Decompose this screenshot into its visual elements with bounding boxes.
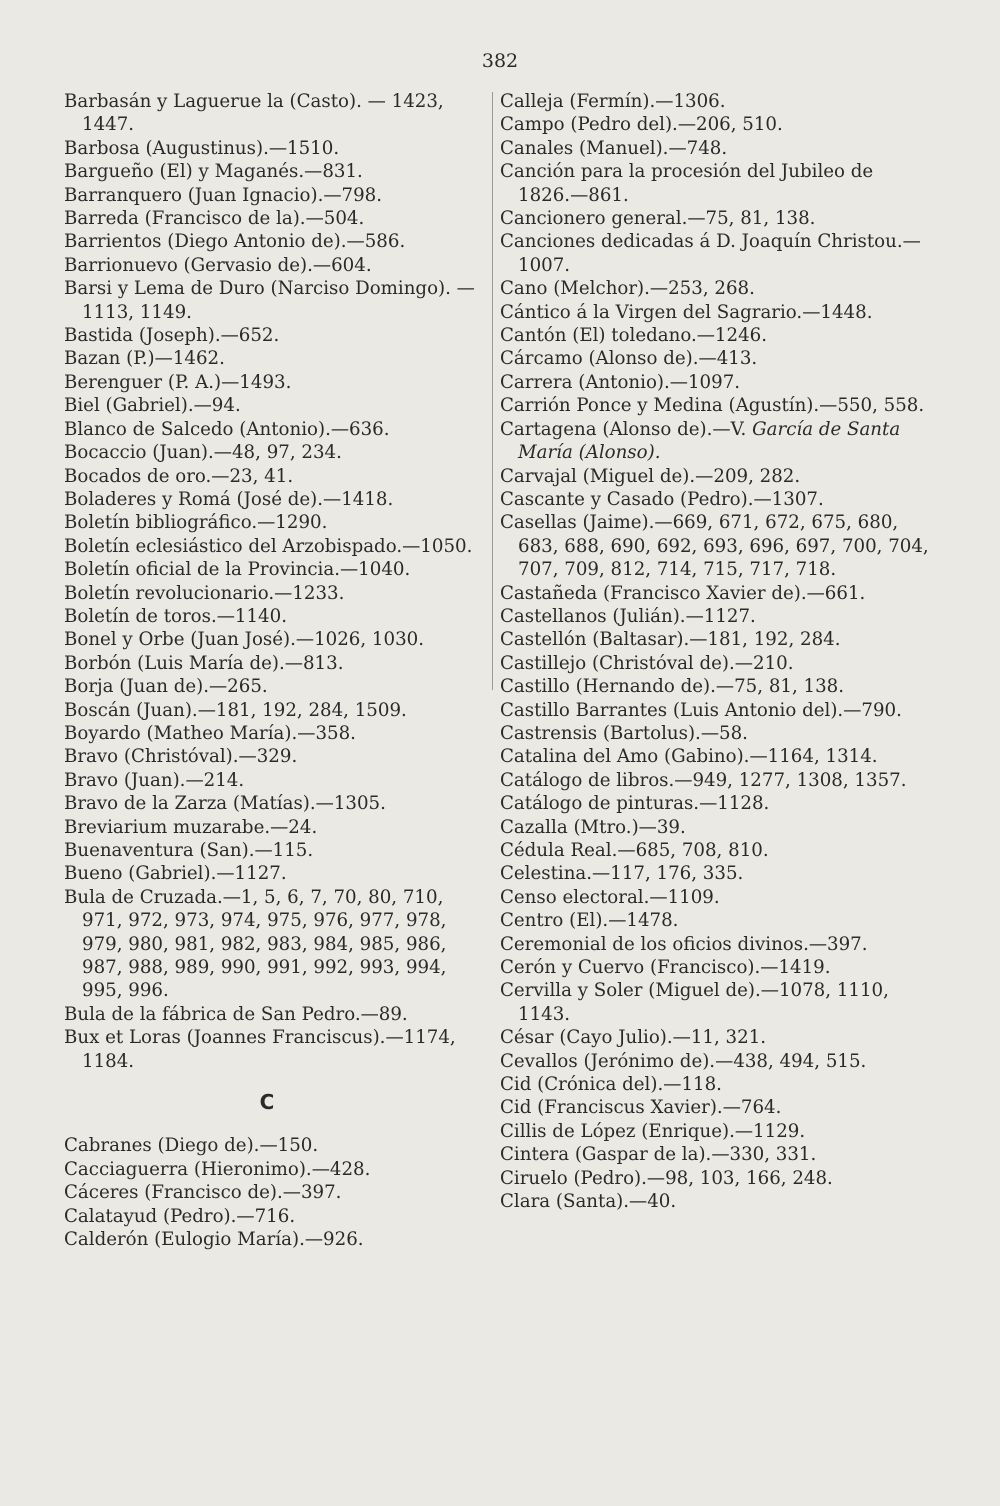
- index-entry: Cárcamo (Alonso de).—413.: [500, 348, 758, 370]
- entries-group-2: [500, 465, 930, 1214]
- index-entry: Calleja (Fermín).—1306.: [500, 91, 726, 112]
- index-entry: Castellanos (Julián).—1127.: [500, 605, 756, 627]
- index-entry: Barbasán y Laguerue la (Casto). — 1423, 1447.: [64, 91, 444, 136]
- index-entry-cartagena: [500, 418, 930, 465]
- index-entry: Borbón (Luis María de).—813.: [64, 652, 344, 674]
- index-entry: Castañeda (Francisco Xavier de).—661.: [500, 582, 866, 604]
- index-entry: César (Cayo Julio).—11, 321.: [500, 1027, 767, 1049]
- index-entry: Berenguer (P. A.)—1493.: [64, 371, 292, 393]
- index-entry: Bonel y Orbe (Juan José).—1026, 1030.: [64, 629, 424, 651]
- index-entry: Bocaccio (Juan).—48, 97, 234.: [64, 442, 342, 464]
- index-entry: Centro (El).—1478.: [500, 910, 679, 932]
- index-entry: Carrión Ponce y Medina (Agustín).—550, 558.: [500, 395, 925, 417]
- index-entry: Blanco de Salcedo (Antonio).—636.: [64, 418, 390, 440]
- index-entry: Carvajal (Miguel de).—209, 282.: [500, 465, 801, 487]
- index-entry: Catálogo de pinturas.—1128.: [500, 793, 770, 815]
- entries-letter-b: [64, 90, 484, 1073]
- index-entry: Castellón (Baltasar).—181, 192, 284.: [500, 629, 841, 651]
- index-entry: Cillis de López (Enrique).—1129.: [500, 1120, 806, 1142]
- index-entry: Ciruelo (Pedro).—98, 103, 166, 248.: [500, 1167, 833, 1189]
- index-entry: Barbosa (Augustinus).—1510.: [64, 137, 340, 159]
- index-entry: Castillo Barrantes (Luis Antonio del).—790.: [500, 699, 902, 721]
- index-entry: Bux et Loras (Joannes Franciscus).—1174, 1184.: [64, 1027, 456, 1072]
- index-entry: Casellas (Jaime).—669, 671, 672, 675, 680, 683, 688, 690, 692, 693, 696, 697, 700, 704, 707, 709, 812, 714, 715, 717, 718.: [500, 512, 929, 581]
- index-entry: Cintera (Gaspar de la).—330, 331.: [500, 1144, 817, 1166]
- section-letter-heading: C: [259, 1090, 275, 1115]
- index-entry: Catalina del Amo (Gabino).—1164, 1314.: [500, 746, 878, 768]
- index-entry: Buenaventura (San).—115.: [64, 840, 314, 861]
- index-entry: Breviarium muzarabe.—24.: [64, 816, 318, 838]
- index-entry: Ceremonial de los oficios divinos.—397.: [500, 933, 868, 955]
- index-entry: Catálogo de libros.—949, 1277, 1308, 1357.: [500, 769, 907, 791]
- index-entry: Cid (Crónica del).—118.: [500, 1074, 722, 1096]
- index-entry: Castillejo (Christóval de).—210.: [500, 652, 794, 674]
- index-entry: Boletín bibliográfico.—1290.: [64, 512, 328, 534]
- cross-reference: García de Santa María (Alonso).: [518, 418, 901, 464]
- index-entry: Cacciaguerra (Hieronimo).—428.: [64, 1158, 371, 1180]
- index-entry: Censo electoral.—1109.: [500, 886, 720, 908]
- index-entry: Calderón (Eulogio María).—926.: [64, 1229, 364, 1251]
- index-entry: Boletín revolucionario.—1233.: [64, 582, 345, 604]
- page-number: 382: [481, 50, 519, 72]
- index-entry: Cancionero general.—75, 81, 138.: [500, 208, 816, 230]
- index-entry: Cevallos (Jerónimo de).—438, 494, 515.: [500, 1050, 867, 1072]
- index-entry: Barrientos (Diego Antonio de).—586.: [64, 231, 406, 253]
- index-entry: Carrera (Antonio).—1097.: [500, 371, 741, 393]
- index-entry: Boyardo (Matheo María).—358.: [64, 722, 356, 744]
- index-entry: Castrensis (Bartolus).—58.: [500, 722, 748, 744]
- index-entry: Bargueño (El) y Maganés.—831.: [64, 161, 363, 183]
- index-entry: Cántico á la Virgen del Sagrario.—1448.: [500, 301, 873, 323]
- index-column-right: [500, 90, 930, 1214]
- index-entry: Bueno (Gabriel).—1127.: [64, 863, 287, 885]
- index-entry: Cid (Franciscus Xavier).—764.: [500, 1097, 782, 1119]
- index-entry: Borja (Juan de).—265.: [64, 676, 268, 698]
- index-entry: Cascante y Casado (Pedro).—1307.: [500, 488, 824, 510]
- index-entry: Boletín eclesiástico del Arzobispado.—1050.: [64, 535, 473, 557]
- index-entry: Boletín oficial de la Provincia.—1040.: [64, 559, 411, 581]
- index-entry: Barrionuevo (Gervasio de).—604.: [64, 254, 372, 276]
- index-entry: Bravo (Christóval).—329.: [64, 746, 298, 768]
- index-entry: Cazalla (Mtro.)—39.: [500, 816, 686, 838]
- entries-group-1: [500, 90, 930, 418]
- index-entry: Cantón (El) toledano.—1246.: [500, 325, 767, 347]
- index-entry: Canales (Manuel).—748.: [500, 137, 728, 159]
- index-entry: Campo (Pedro del).—206, 510.: [500, 114, 783, 136]
- index-column-left: [64, 90, 484, 1252]
- index-entry: Bastida (Joseph).—652.: [64, 325, 280, 347]
- index-entry: Cerón y Cuervo (Francisco).—1419.: [500, 957, 831, 979]
- index-entry: Celestina.—117, 176, 335.: [500, 863, 744, 885]
- index-entry: Bula de la fábrica de San Pedro.—89.: [64, 1003, 408, 1025]
- index-entry: Barreda (Francisco de la).—504.: [64, 208, 365, 230]
- entry-text: Cartagena (Alonso de).—V.: [500, 418, 753, 440]
- index-entry: Bula de Cruzada.—1, 5, 6, 7, 70, 80, 710, 971, 972, 973, 974, 975, 976, 977, 978, 979, 980, 981, 982, 983, 984, 985, 986, 987, 988, 989, 990, 991, 992, 993, 994, 995, 996.: [64, 886, 447, 1002]
- index-entry: Barranquero (Juan Ignacio).—798.: [64, 184, 383, 206]
- index-entry: Cano (Melchor).—253, 268.: [500, 278, 755, 300]
- index-entry: Biel (Gabriel).—94.: [64, 395, 241, 417]
- entries-letter-c: [64, 1134, 484, 1251]
- index-entry: Cabranes (Diego de).—150.: [64, 1135, 319, 1157]
- index-entry: Boladeres y Romá (José de).—1418.: [64, 488, 394, 510]
- index-entry: Clara (Santa).—40.: [500, 1191, 677, 1213]
- index-entry: Bazan (P.)—1462.: [64, 348, 225, 370]
- index-entry: Cáceres (Francisco de).—397.: [64, 1182, 342, 1204]
- column-divider: [492, 92, 493, 690]
- index-entry: Barsi y Lema de Duro (Narciso Domingo). —1113, 1149.: [64, 278, 475, 323]
- index-entry: Bravo (Juan).—214.: [64, 769, 245, 791]
- index-entry: Bocados de oro.—23, 41.: [64, 465, 294, 487]
- index-entry: Bravo de la Zarza (Matías).—1305.: [64, 793, 386, 815]
- index-entry: Cervilla y Soler (Miguel de).—1078, 1110, 1143.: [500, 980, 889, 1025]
- index-entry: Canción para la procesión del Jubileo de 1826.—861.: [500, 161, 874, 206]
- index-entry: Boscán (Juan).—181, 192, 284, 1509.: [64, 699, 407, 721]
- index-entry: Cédula Real.—685, 708, 810.: [500, 840, 769, 861]
- index-entry: Canciones dedicadas á D. Joaquín Christou.—1007.: [500, 231, 921, 276]
- index-entry: Boletín de toros.—1140.: [64, 605, 287, 627]
- index-entry: Castillo (Hernando de).—75, 81, 138.: [500, 676, 845, 698]
- index-entry: Calatayud (Pedro).—716.: [64, 1205, 296, 1227]
